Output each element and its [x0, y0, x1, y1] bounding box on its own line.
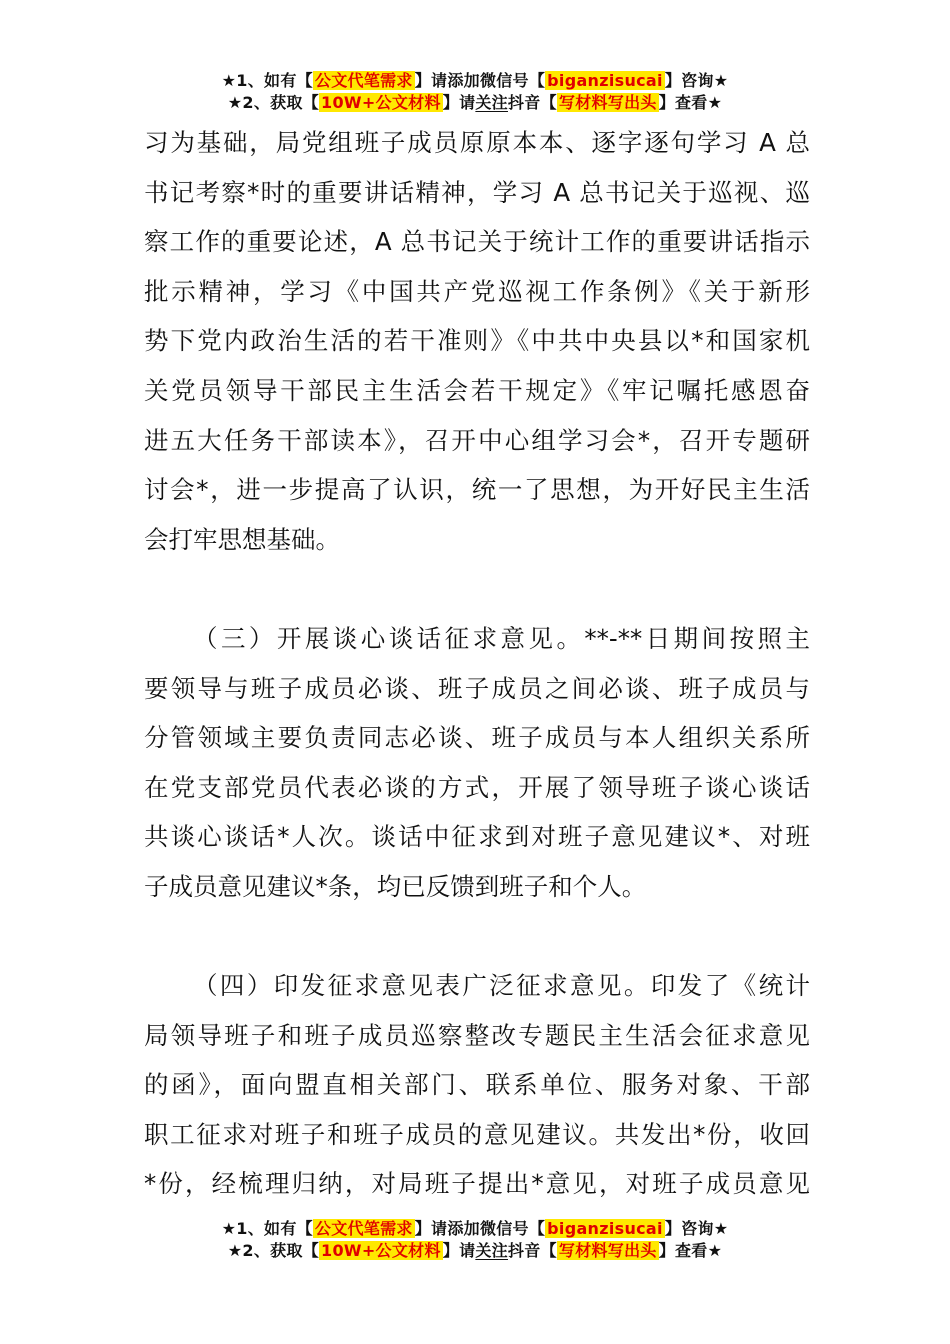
text-line: 习为基础，局党组班子成员原原本本、逐字逐句学习 A 总: [144, 128, 810, 157]
text-line: 局领导班子和班子成员巡察整改专题民主生活会征求意见: [144, 1020, 810, 1050]
paragraph-talks: [144, 614, 810, 912]
footer-banner: [0, 1218, 950, 1262]
text-line: 察工作的重要论述，A 总书记关于统计工作的重要讲话指示: [144, 227, 810, 257]
banner-highlight-wechat: biganzisucai: [547, 71, 663, 90]
text-line: 批示精神，学习《中国共产党巡视工作条例》《关于新形: [144, 276, 810, 306]
text-line: 职工征求对班子和班子成员的意见建议。共发出*份，收回: [144, 1119, 810, 1149]
text-line: 进五大任务干部读本》，召开中心组学习会*，召开专题研: [144, 425, 810, 455]
banner-line-1: ★1、如有【 公文代笔需求 】请添加微信号【 biganzisucai 】咨询★: [221, 1219, 729, 1238]
text-line: 书记考察*时的重要讲话精神，学习 A 总书记关于巡视、巡: [144, 177, 810, 207]
text-line: 讨会*，进一步提高了认识，统一了思想，为开好民主生活: [144, 475, 810, 505]
paragraph-survey: [144, 961, 810, 1209]
text-line: 关党员领导干部民主生活会若干规定》《牢记嘱托感恩奋: [144, 375, 810, 405]
banner-highlight-service: 公文代笔需求: [314, 1219, 413, 1238]
text-line: 共谈心谈话*人次。谈话中征求到对班子意见建议*、对班: [144, 822, 810, 852]
text-line: *份，经梳理归纳，对局班子提出*意见，对班子成员意见: [144, 1169, 810, 1199]
banner-highlight-douyin: 写材料写出头: [558, 1241, 657, 1260]
text-line: （四）印发征求意见表广泛征求意见。印发了《统计: [193, 971, 810, 1001]
banner-highlight-materials: 10W+公文材料: [321, 93, 441, 112]
text-line: 会打牢思想基础。: [144, 524, 340, 554]
banner-highlight-service: 公文代笔需求: [314, 71, 413, 90]
text-line: 势下党内政治生活的若干准则》《中共中央县以*和国家机: [144, 326, 810, 356]
document-body: [144, 118, 810, 1209]
banner-highlight-wechat: biganzisucai: [547, 1219, 663, 1238]
text-line: 要领导与班子成员必谈、班子成员之间必谈、班子成员与: [144, 673, 810, 703]
paragraph-study: [144, 118, 810, 564]
banner-line-2: ★2、获取【 10W+公文材料 】请关注抖音【 写材料写出头 】查看★: [227, 93, 723, 112]
banner-line-2: ★2、获取【 10W+公文材料 】请关注抖音【 写材料写出头 】查看★: [227, 1241, 723, 1260]
header-banner: [0, 70, 950, 114]
banner-line-1: ★1、如有【 公文代笔需求 】请添加微信号【 biganzisucai 】咨询★: [221, 71, 729, 90]
text-line: 子成员意见建议*条，均已反馈到班子和个人。: [144, 871, 647, 901]
text-line: 分管领域主要负责同志必谈、班子成员与本人组织关系所: [144, 723, 810, 753]
banner-highlight-materials: 10W+公文材料: [321, 1241, 441, 1260]
banner-highlight-douyin: 写材料写出头: [558, 93, 657, 112]
text-line: 的函》，面向盟直相关部门、联系单位、服务对象、干部: [144, 1070, 810, 1100]
text-line: 在党支部党员代表必谈的方式，开展了领导班子谈心谈话: [144, 772, 810, 802]
text-line: （三）开展谈心谈话征求意见。**-**日期间按照主: [193, 623, 810, 653]
